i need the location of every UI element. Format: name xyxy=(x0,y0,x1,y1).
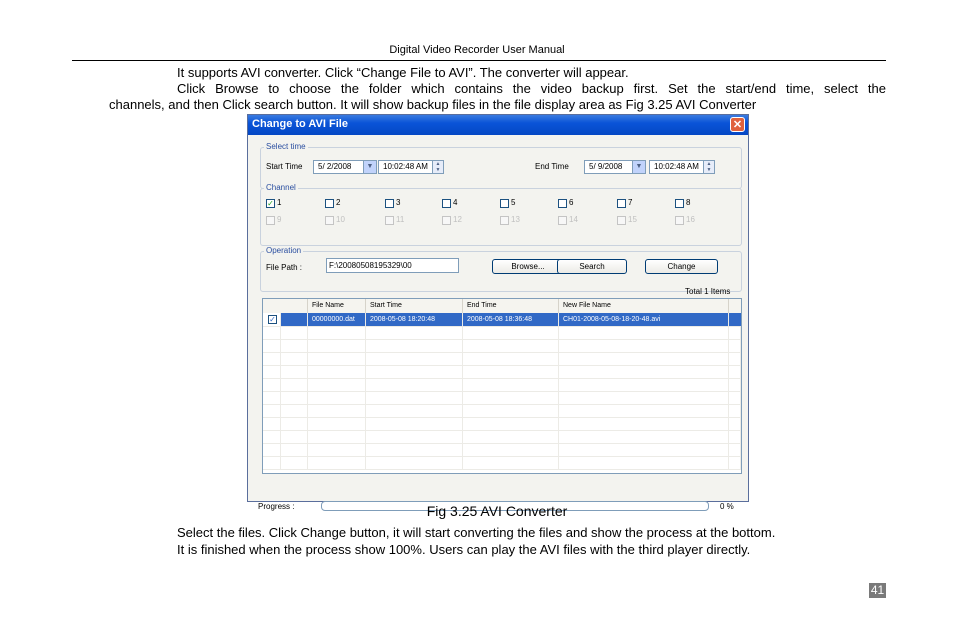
empty-cell xyxy=(463,443,559,456)
end-date-picker[interactable] xyxy=(584,160,646,174)
empty-cell xyxy=(281,326,308,339)
empty-cell xyxy=(729,456,741,469)
channel-10-label: 10 xyxy=(336,215,345,224)
empty-cell xyxy=(729,339,741,352)
end-date-value: 5/ 9/2008 xyxy=(589,162,623,171)
channel-4-label: 4 xyxy=(453,198,458,207)
channel-7-checkbox[interactable] xyxy=(617,199,626,208)
channel-10-checkbox xyxy=(325,216,334,225)
empty-cell xyxy=(308,391,366,404)
chevron-down-icon[interactable]: ▼ xyxy=(363,161,376,173)
intro-line-2: Click Browse to choose the folder which contains the video backup first. Set the start/end time, select the xyxy=(177,81,886,96)
table-row-empty xyxy=(263,456,741,470)
table-row-empty xyxy=(263,404,741,418)
empty-cell xyxy=(559,339,729,352)
empty-cell xyxy=(281,378,308,391)
table-row-empty xyxy=(263,378,741,392)
file-path-input[interactable]: F:\20080508195329\00 xyxy=(326,258,459,273)
figure-caption: Fig 3.25 AVI Converter xyxy=(426,503,568,519)
empty-cell xyxy=(263,326,281,339)
empty-cell xyxy=(366,339,463,352)
empty-cell xyxy=(281,352,308,365)
channel-5-label: 5 xyxy=(511,198,516,207)
empty-cell xyxy=(263,443,281,456)
file-list[interactable] xyxy=(262,298,742,474)
empty-cell xyxy=(729,443,741,456)
empty-cell xyxy=(559,430,729,443)
empty-cell xyxy=(308,456,366,469)
empty-cell xyxy=(366,378,463,391)
empty-cell xyxy=(263,378,281,391)
header-rule xyxy=(72,60,886,61)
empty-cell xyxy=(463,404,559,417)
empty-cell xyxy=(729,326,741,339)
column-header-new-file-name[interactable]: New File Name xyxy=(559,299,729,313)
table-row-empty xyxy=(263,365,741,379)
cell-new-file-name: CH01-2008-05-08-18-20-48.avi xyxy=(559,313,729,326)
empty-cell xyxy=(366,326,463,339)
cell-start-time: 2008-05-08 18:20:48 xyxy=(366,313,463,326)
channel-11-checkbox xyxy=(385,216,394,225)
table-row-empty xyxy=(263,352,741,366)
channel-14-label: 14 xyxy=(569,215,578,224)
empty-cell xyxy=(463,456,559,469)
table-row[interactable] xyxy=(263,313,741,327)
empty-cell xyxy=(308,339,366,352)
table-row-empty xyxy=(263,339,741,353)
empty-cell xyxy=(281,430,308,443)
empty-cell xyxy=(366,430,463,443)
file-list-header xyxy=(263,299,741,314)
empty-cell xyxy=(463,391,559,404)
empty-cell xyxy=(366,417,463,430)
empty-cell xyxy=(308,352,366,365)
end-time-spinner[interactable] xyxy=(649,160,715,174)
table-row-empty xyxy=(263,443,741,457)
empty-cell xyxy=(463,352,559,365)
empty-cell xyxy=(729,378,741,391)
change-button[interactable]: Change xyxy=(645,259,718,274)
page-header: Digital Video Recorder User Manual xyxy=(389,44,565,56)
empty-cell xyxy=(366,443,463,456)
start-time-spinner[interactable] xyxy=(378,160,444,174)
end-time-value: 10:02:48 AM xyxy=(654,162,699,171)
outro-line-2: It is finished when the process show 100%. Users can play the AVI files with the third player directly. xyxy=(177,542,751,557)
column-header-end-time[interactable]: End Time xyxy=(463,299,559,313)
chevron-down-icon[interactable]: ▼ xyxy=(632,161,645,173)
channel-4-checkbox[interactable] xyxy=(442,199,451,208)
table-row-empty xyxy=(263,391,741,405)
empty-cell xyxy=(263,404,281,417)
table-row-empty xyxy=(263,430,741,444)
empty-cell xyxy=(729,417,741,430)
empty-cell xyxy=(729,391,741,404)
spin-arrows-icon[interactable]: ▲ ▼ xyxy=(703,161,714,173)
start-time-label: Start Time xyxy=(266,162,303,171)
channel-12-checkbox xyxy=(442,216,451,225)
empty-cell xyxy=(281,443,308,456)
column-header-file-name[interactable]: File Name xyxy=(308,299,366,313)
empty-cell xyxy=(308,404,366,417)
row-checkbox[interactable]: ✓ xyxy=(269,315,276,324)
channel-1-checkbox[interactable]: ✓ xyxy=(267,199,274,208)
row-select-cell xyxy=(263,313,281,326)
empty-cell xyxy=(308,417,366,430)
intro-line-1: It supports AVI converter. Click “Change File to AVI”. The converter will appear. xyxy=(177,65,629,80)
empty-cell xyxy=(308,365,366,378)
empty-cell xyxy=(559,365,729,378)
table-row-empty xyxy=(263,326,741,340)
empty-cell xyxy=(308,326,366,339)
empty-cell xyxy=(366,404,463,417)
empty-cell xyxy=(463,326,559,339)
empty-cell xyxy=(463,417,559,430)
empty-cell xyxy=(281,339,308,352)
empty-cell xyxy=(559,404,729,417)
dialog-title: Change to AVI File xyxy=(252,118,348,130)
empty-cell xyxy=(308,430,366,443)
empty-cell xyxy=(281,365,308,378)
channel-3-label: 3 xyxy=(396,198,401,207)
close-button[interactable]: ✕ xyxy=(730,117,745,132)
empty-cell xyxy=(263,365,281,378)
empty-cell xyxy=(463,339,559,352)
empty-cell xyxy=(559,456,729,469)
empty-cell xyxy=(281,417,308,430)
channel-6-checkbox[interactable] xyxy=(558,199,567,208)
file-path-label: File Path : xyxy=(266,263,303,272)
empty-cell xyxy=(308,378,366,391)
start-date-picker[interactable] xyxy=(313,160,377,174)
empty-cell xyxy=(263,456,281,469)
empty-cell xyxy=(559,378,729,391)
column-header-start-time[interactable]: Start Time xyxy=(366,299,463,313)
channel-5-checkbox[interactable] xyxy=(500,199,509,208)
cell-file-name: 00000000.dat xyxy=(308,313,366,326)
empty-cell xyxy=(263,417,281,430)
empty-cell xyxy=(281,391,308,404)
total-items: Total 1 Items xyxy=(685,287,731,296)
empty-cell xyxy=(559,443,729,456)
empty-cell xyxy=(263,352,281,365)
empty-cell xyxy=(463,378,559,391)
channel-15-label: 15 xyxy=(628,215,637,224)
empty-cell xyxy=(559,326,729,339)
channel-9-label: 9 xyxy=(277,215,282,224)
operation-label: Operation xyxy=(266,246,302,255)
select-time-label: Select time xyxy=(266,142,306,151)
empty-cell xyxy=(463,365,559,378)
empty-cell xyxy=(366,391,463,404)
channel-6-label: 6 xyxy=(569,198,574,207)
channel-8-label: 8 xyxy=(686,198,691,207)
progress-percent: 0 % xyxy=(720,502,734,511)
search-button[interactable]: Search xyxy=(557,259,627,274)
channel-7-label: 7 xyxy=(628,198,633,207)
browse-button[interactable]: Browse... xyxy=(492,259,564,274)
empty-cell xyxy=(729,365,741,378)
empty-cell xyxy=(559,391,729,404)
channel-2-label: 2 xyxy=(336,198,341,207)
empty-cell xyxy=(366,352,463,365)
channel-label: Channel xyxy=(266,183,296,192)
channel-13-checkbox xyxy=(500,216,509,225)
page-number: 41 xyxy=(870,583,885,597)
channel-1-label: 1 xyxy=(277,198,282,207)
dialog-title-bar[interactable] xyxy=(248,115,748,135)
channel-11-label: 11 xyxy=(396,215,405,224)
empty-cell xyxy=(281,404,308,417)
cell-end-time: 2008-05-08 18:36:48 xyxy=(463,313,559,326)
spin-arrows-icon[interactable]: ▲ ▼ xyxy=(432,161,443,173)
empty-cell xyxy=(263,391,281,404)
empty-cell xyxy=(263,339,281,352)
channel-16-label: 16 xyxy=(686,215,695,224)
empty-cell xyxy=(263,430,281,443)
progress-label: Progress : xyxy=(258,502,295,511)
empty-cell xyxy=(281,456,308,469)
channel-13-label: 13 xyxy=(511,215,520,224)
empty-cell xyxy=(559,417,729,430)
table-row-empty xyxy=(263,417,741,431)
empty-cell xyxy=(366,365,463,378)
empty-cell xyxy=(308,443,366,456)
column-header-select[interactable] xyxy=(263,299,308,313)
start-time-value: 10:02:48 AM xyxy=(383,162,428,171)
empty-cell xyxy=(729,404,741,417)
empty-cell xyxy=(559,352,729,365)
row-spacer-cell xyxy=(281,313,308,326)
outro-line-1: Select the files. Click Change button, it will start converting the files and show the process at the bottom. xyxy=(177,525,776,540)
empty-cell xyxy=(729,430,741,443)
channel-14-checkbox xyxy=(558,216,567,225)
channel-16-checkbox xyxy=(675,216,684,225)
channel-2-checkbox[interactable] xyxy=(325,199,334,208)
channel-3-checkbox[interactable] xyxy=(385,199,394,208)
channel-8-checkbox[interactable] xyxy=(675,199,684,208)
empty-cell xyxy=(366,456,463,469)
channel-9-checkbox xyxy=(266,216,275,225)
channel-12-label: 12 xyxy=(453,215,462,224)
start-date-value: 5/ 2/2008 xyxy=(318,162,352,171)
empty-cell xyxy=(463,430,559,443)
end-time-label: End Time xyxy=(535,162,569,171)
empty-cell xyxy=(729,352,741,365)
intro-line-3: channels, and then Click search button. It will show backup files in the file display area as Fig 3.25 AVI Converter xyxy=(109,97,757,112)
channel-15-checkbox xyxy=(617,216,626,225)
